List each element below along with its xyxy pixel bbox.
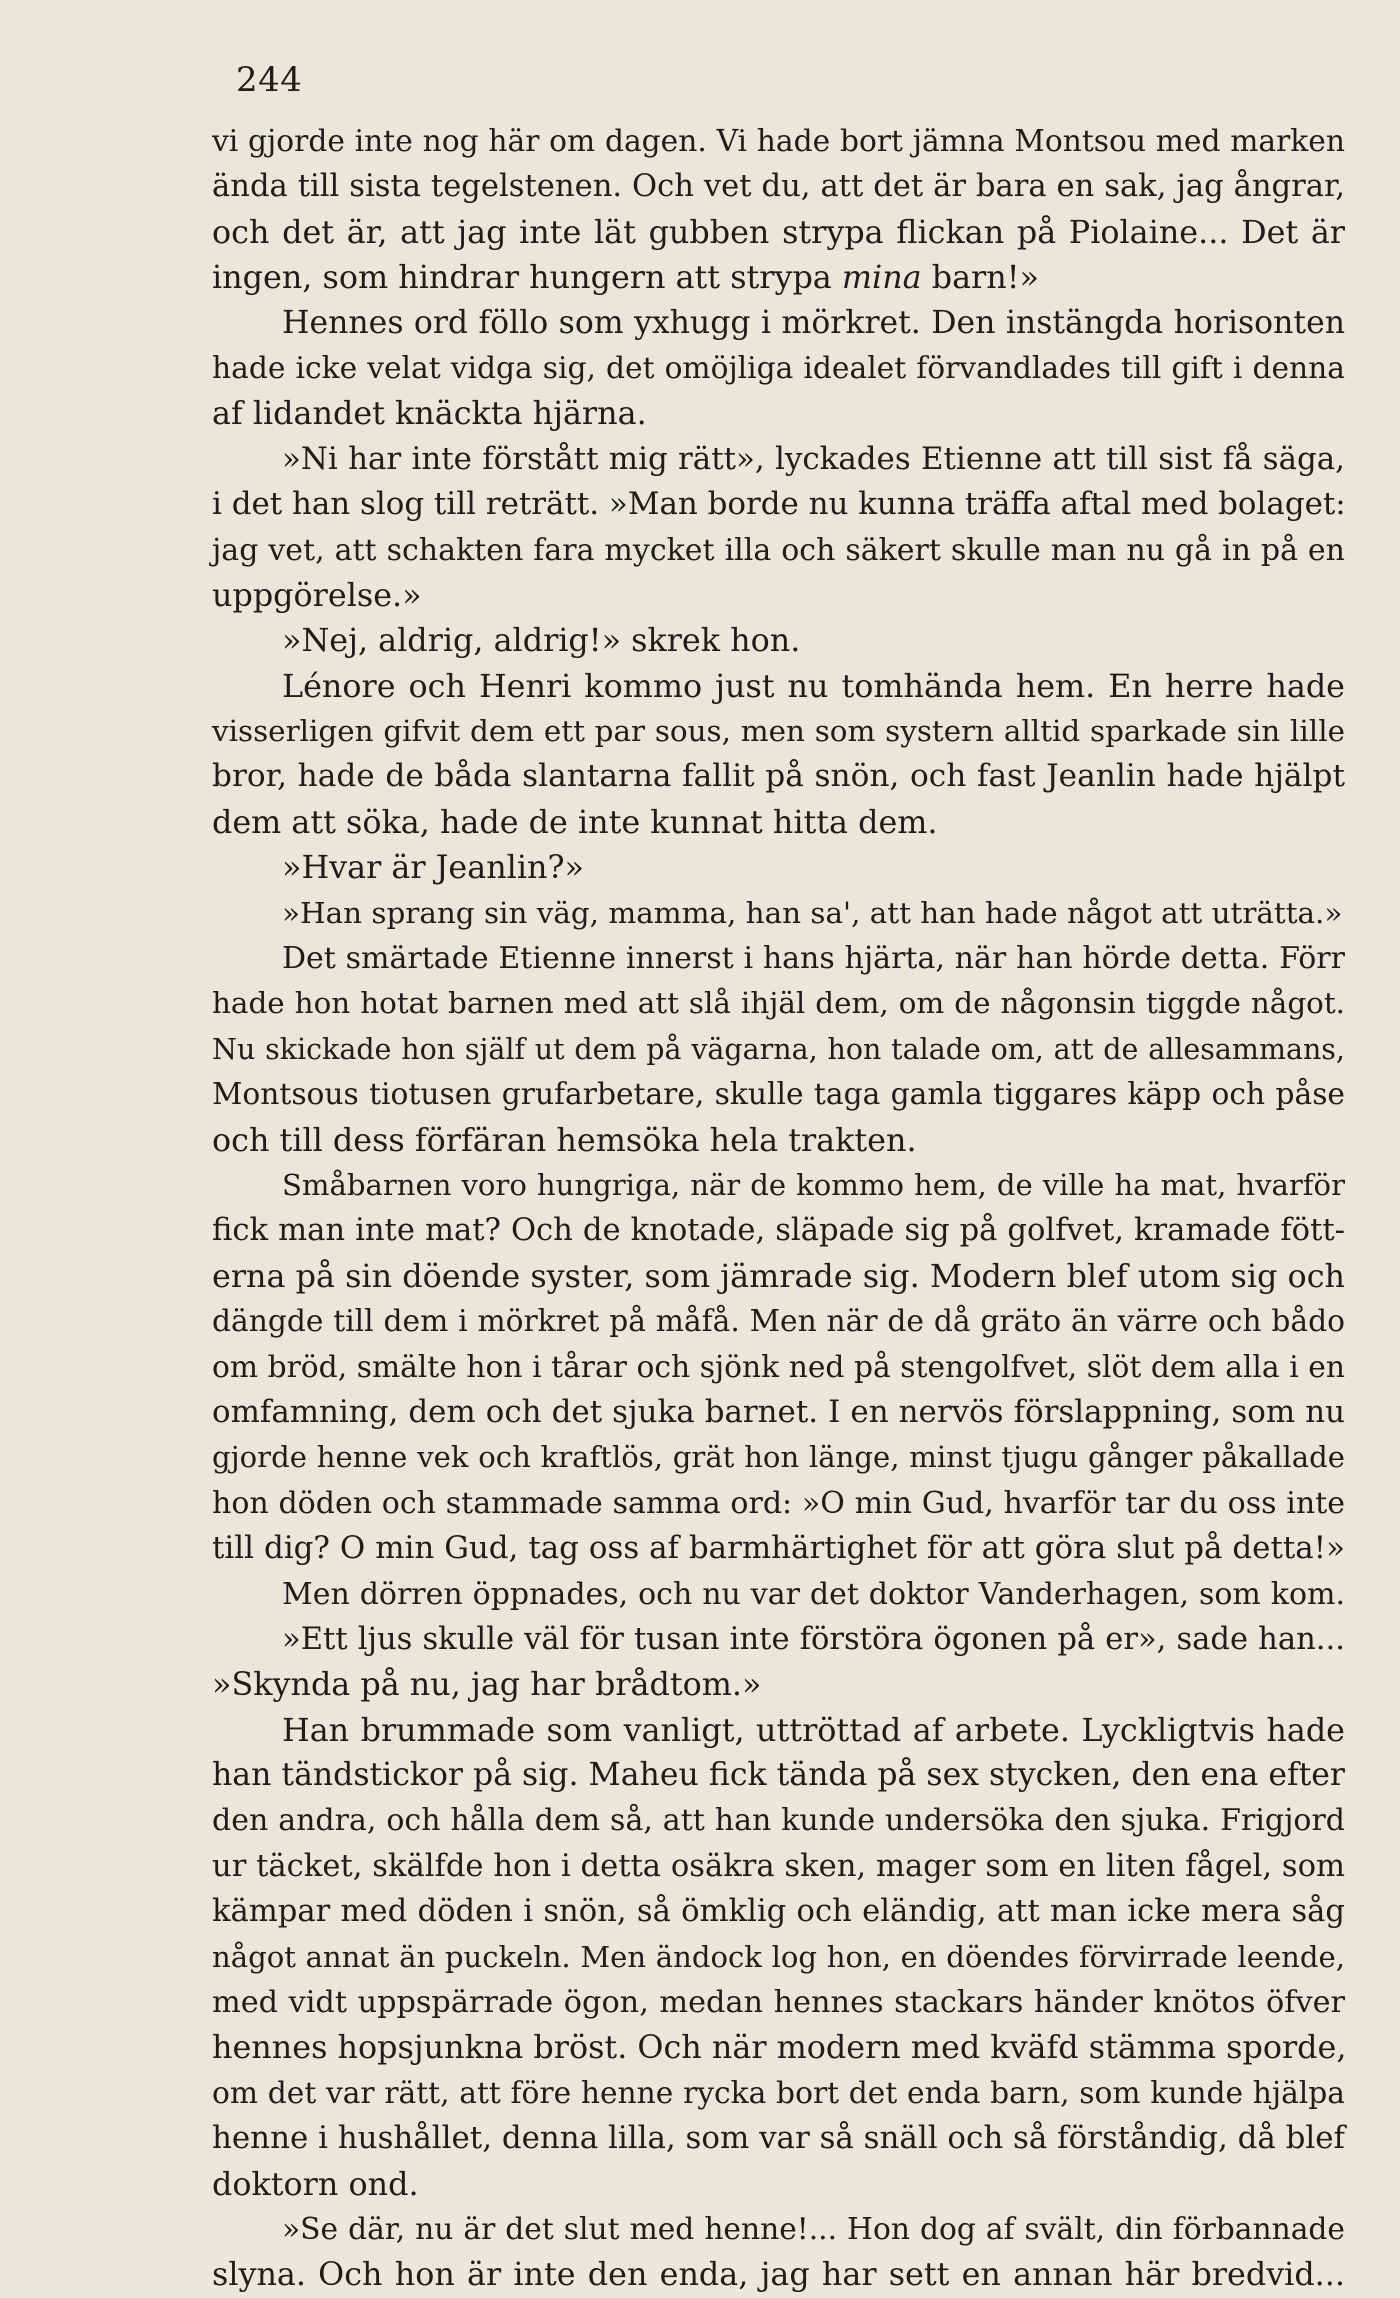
- text-line: »Hvar är Jeanlin?»: [282, 849, 584, 887]
- text-line: hade icke velat vidga sig, det omöjliga idealet förvandlades till gift i denna: [212, 350, 1345, 386]
- text-line: »Skynda på nu, jag har brådtom.»: [212, 1666, 762, 1704]
- text-line: han tändstickor på sig. Maheu fick tända på sex stycken, den ena efter: [212, 1757, 1345, 1794]
- body-text: [212, 119, 1345, 2298]
- text-line: bror, hade de båda slantarna fallit på snön, och fast Jeanlin hade hjälpt: [212, 758, 1345, 795]
- text-line: hon döden och stammade samma ord: »O min Gud, hvarför tar du oss inte: [212, 1485, 1345, 1521]
- text-line: erna på sin döende syster, som jämrade sig. Modern blef utom sig och: [212, 1257, 1345, 1295]
- emphasized-word: mina: [841, 259, 922, 297]
- text-line: dängde till dem i mörkret på måfå. Men när de då gräto än värre och bådo: [212, 1304, 1345, 1340]
- text-line: Det smärtade Etienne innerst i hans hjärta, när han hörde detta. Förr: [282, 941, 1345, 977]
- text-line: om bröd, smälte hon i tårar och sjönk ned på stengolfvet, slöt dem alla i en: [212, 1349, 1345, 1385]
- text-line: kämpar med döden i snön, så ömklig och eländig, att man icke mera såg: [212, 1894, 1345, 1930]
- line-segment: ingen, som hindrar hungern att strypa: [212, 259, 842, 297]
- text-line: hennes hopsjunkna bröst. Och när modern med kväfd stämma sporde,: [212, 2029, 1347, 2067]
- text-line: af lidandet knäckta hjärna.: [212, 395, 647, 433]
- text-line: »Nej, aldrig, aldrig!» skrek hon.: [282, 622, 801, 660]
- text-line: fick man inte mat? Och de knotade, släpade sig på golfvet, kramade fött-: [212, 1213, 1345, 1249]
- text-line: »Han sprang sin väg, mamma, han sa', att han hade något att uträtta.»: [282, 895, 1343, 930]
- text-line: ur täcket, skälfde hon i detta osäkra sken, mager som en liten fågel, som: [212, 1848, 1345, 1884]
- text-line: gjorde henne vek och kraftlös, grät hon länge, minst tjugu gånger påkallade: [212, 1440, 1345, 1475]
- text-line: visserligen gifvit dem ett par sous, men som systern alltid sparkade sin lille: [212, 714, 1345, 749]
- text-line: Nu skickade hon själf ut dem på vägarna, hon talade om, att de allesammans,: [212, 1032, 1345, 1066]
- text-line: Montsous tiotusen grufarbetare, skulle taga gamla tiggares käpp och påse: [212, 1077, 1345, 1113]
- text-line: och till dess förfäran hemsöka hela trakten.: [212, 1121, 917, 1159]
- text-line: något annat än puckeln. Men ändock log hon, en döendes förvirrade leende,: [212, 1939, 1345, 1974]
- text-line: Han brummade som vanligt, uttröttad af arbete. Lyckligtvis hade: [282, 1711, 1345, 1749]
- text-line: hade hon hotat barnen med att slå ihjäl dem, om de någonsin tiggde något.: [212, 986, 1345, 1021]
- text-line: [212, 255, 1345, 300]
- text-line: »Se där, nu är det slut med henne!... Hon dog af svält, din förbannade: [282, 2211, 1345, 2247]
- text-line: jag vet, att schakten fara mycket illa och säkert skulle man nu gå in på en: [212, 532, 1345, 568]
- text-line: omfamning, dem och det sjuka barnet. I en nervös förslappning, som nu: [212, 1393, 1345, 1430]
- text-line: ända till sista tegelstenen. Och vet du, att det är bara en sak, jag ångrar,: [212, 169, 1345, 205]
- line-segment: barn!»: [921, 259, 1039, 297]
- text-line: »Ni har inte förstått mig rätt», lyckades Etienne att till sist få säga,: [282, 440, 1345, 477]
- text-line: i det han slog till reträtt. »Man borde nu kunna träffa aftal med bolaget:: [212, 486, 1346, 523]
- text-line: den andra, och hålla dem så, att han kunde undersöka den sjuka. Frigjord: [212, 1803, 1345, 1839]
- text-line: med vidt uppspärrade ögon, medan hennes stackars händer knötos öfver: [212, 1985, 1345, 2021]
- text-line: Hennes ord föllo som yxhugg i mörkret. Den instängda horisonten: [282, 304, 1345, 341]
- text-line: till dig? O min Gud, tag oss af barmhärtighet för att göra slut på detta!»: [212, 1530, 1345, 1567]
- text-line: »Ett ljus skulle väl för tusan inte förstöra ögonen på er», sade han...: [282, 1621, 1345, 1657]
- text-line: och det är, att jag inte lät gubben strypa flickan på Piolaine... Det är: [212, 213, 1345, 251]
- text-line: Småbarnen voro hungriga, när de kommo hem, de ville ha mat, hvarför: [282, 1167, 1345, 1202]
- page-number: 244: [236, 60, 303, 100]
- text-line: henne i hushållet, denna lilla, som var så snäll och så förståndig, då blef: [212, 2120, 1345, 2157]
- text-line: dem att söka, hade de inte kunnat hitta dem.: [212, 803, 938, 841]
- text-line: uppgörelse.»: [212, 576, 422, 614]
- text-line: Lénore och Henri kommo just nu tomhända hem. En herre hade: [282, 667, 1345, 705]
- text-line: slyna. Och hon är inte den enda, jag har sett en annan här bredvid...: [212, 2256, 1345, 2294]
- text-line: Men dörren öppnades, och nu var det doktor Vanderhagen, som kom.: [282, 1576, 1345, 1612]
- text-line: vi gjorde inte nog här om dagen. Vi hade bort jämna Montsou med marken: [212, 124, 1345, 159]
- text-line: om det var rätt, att före henne rycka bort det enda barn, som kunde hjälpa: [212, 2075, 1345, 2111]
- text-line: doktorn ond.: [212, 2165, 419, 2203]
